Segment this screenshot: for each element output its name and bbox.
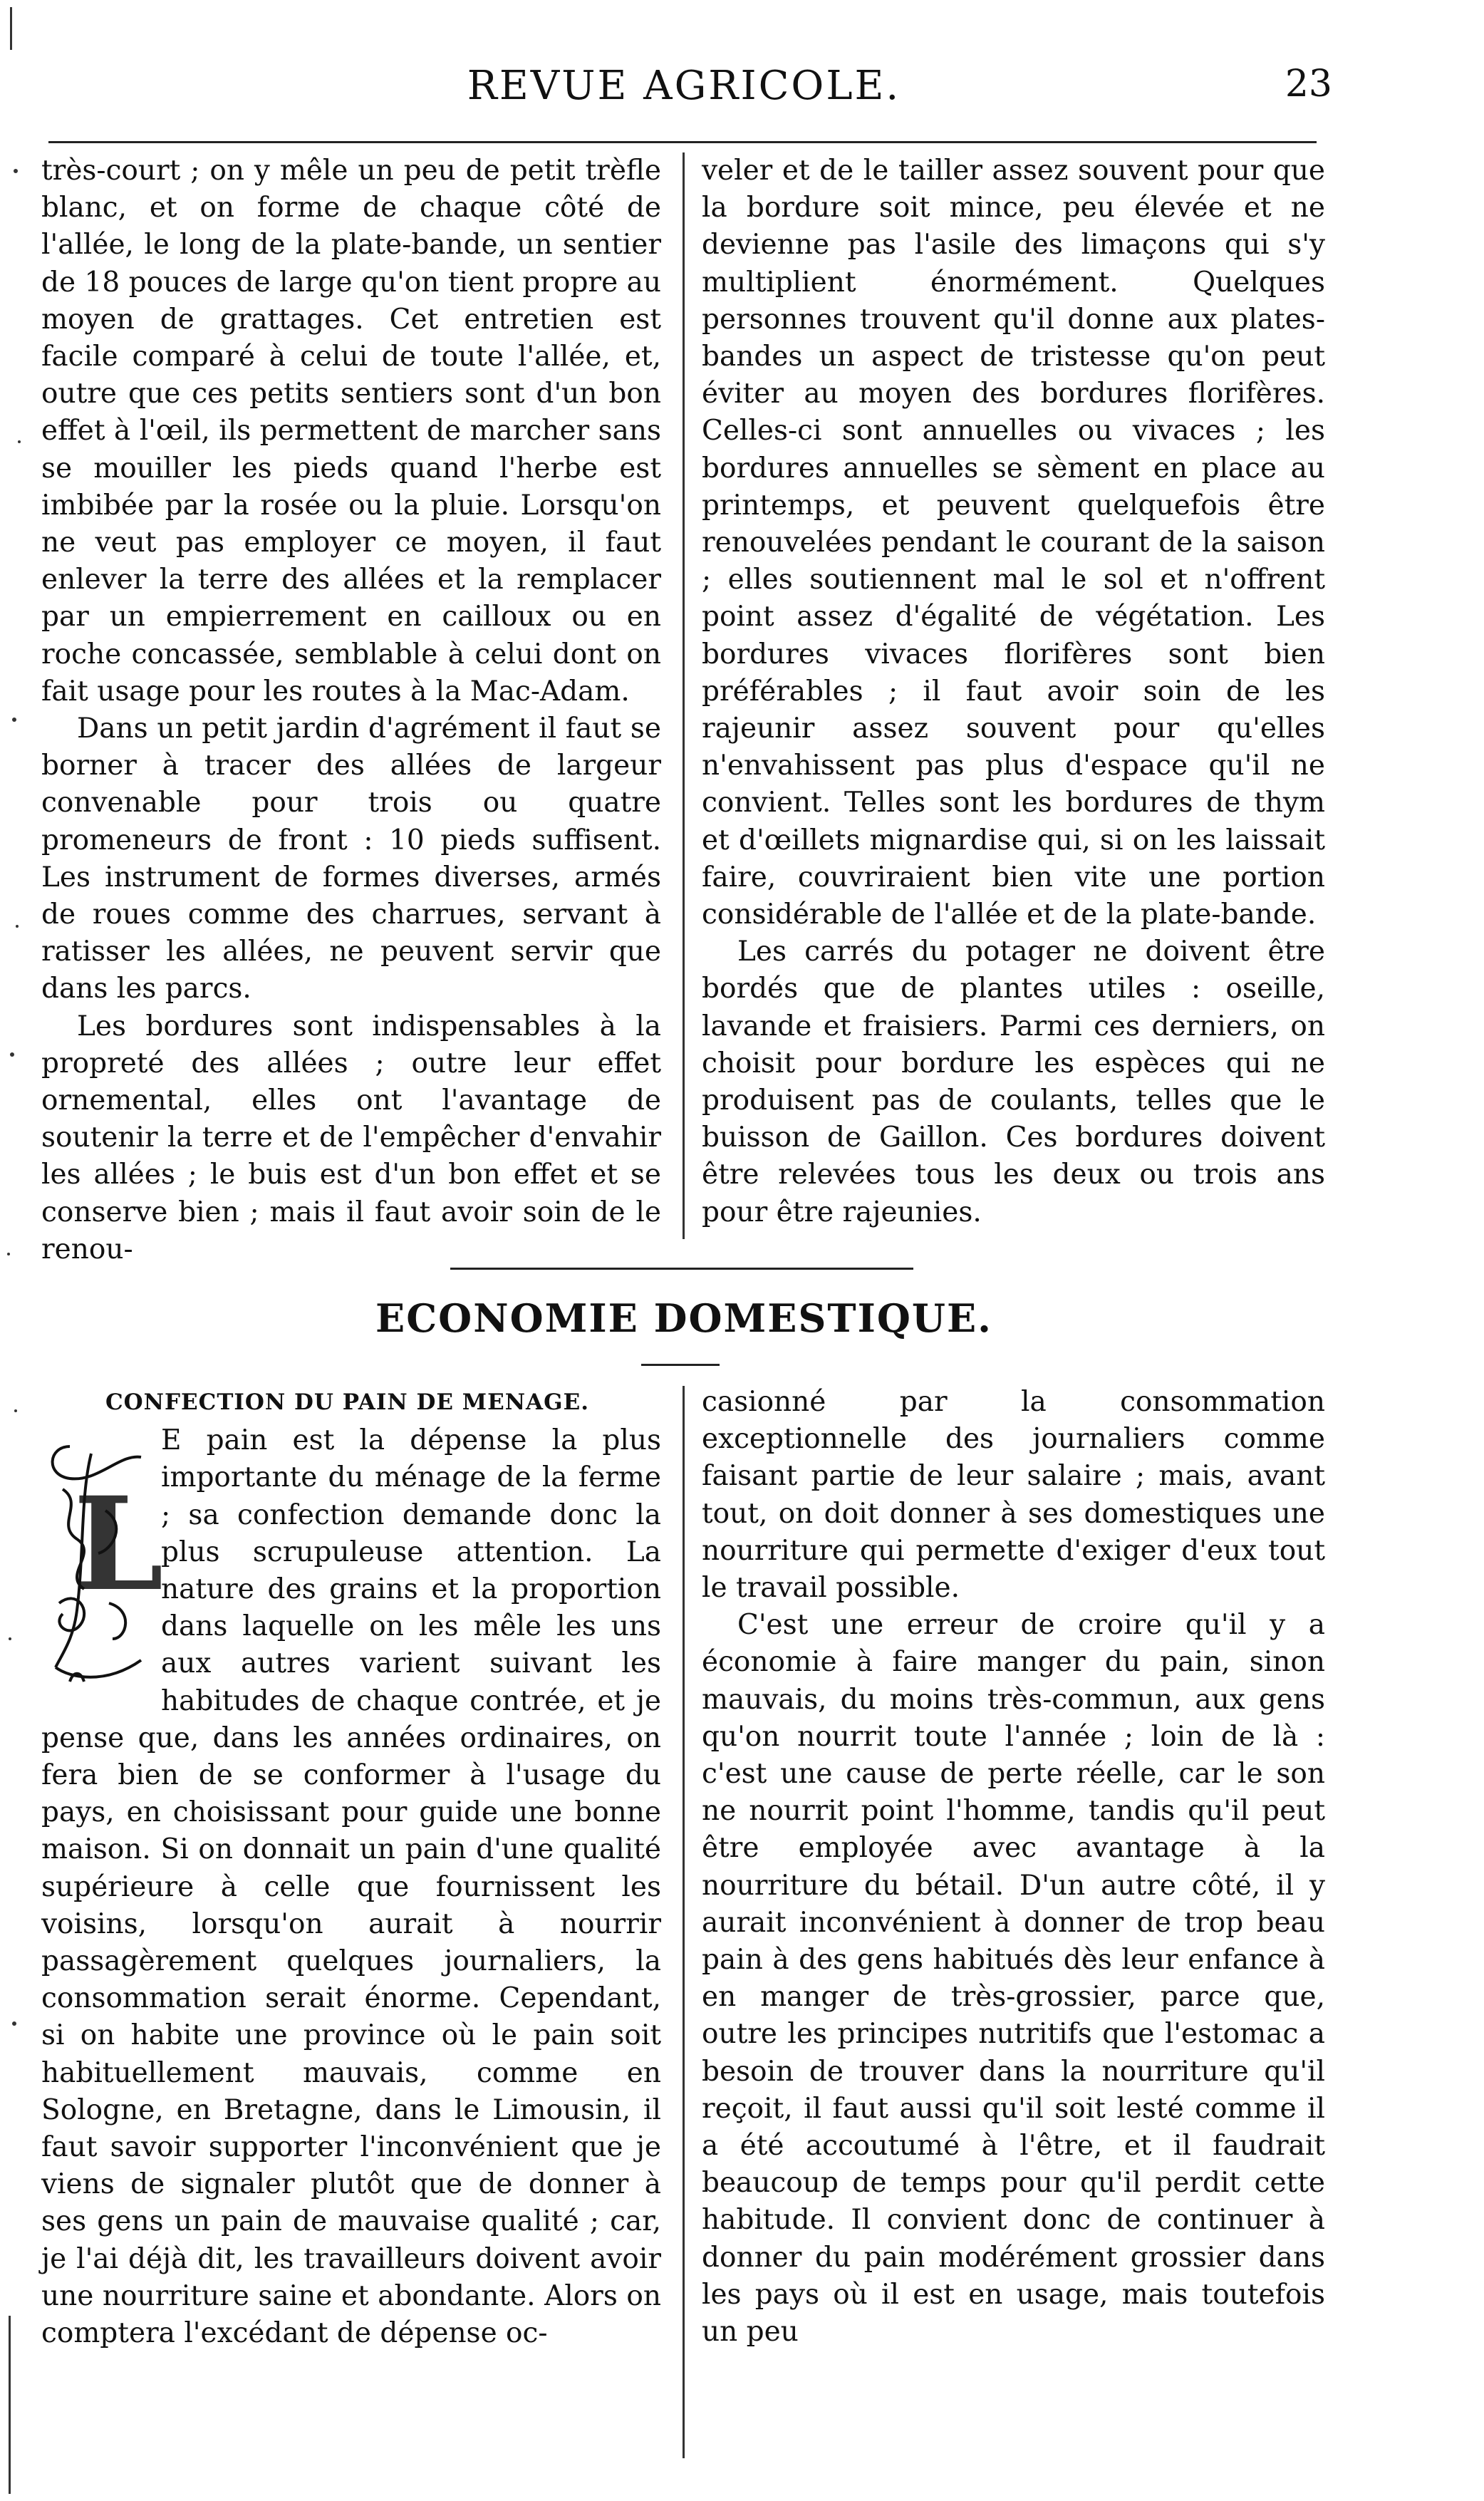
paragraph: casionné par la consommation exceptionnelle des journaliers comme faisant partie de leur salaire ; mais, avant tout, on doit donner à ses domestiques une nourriture qui permette d'exiger d'eux tout le travail possible. <box>702 1386 1325 1605</box>
column-divider-top <box>683 152 685 1239</box>
header-rule <box>48 141 1317 143</box>
page-number: 23 <box>1285 63 1332 105</box>
paragraph: E pain est la dépense la plus importante du ménage de la ferme ; sa confection demande donc la plus scrupuleuse attention. La nature des grains et la proportion dans laquelle on les mêle les uns aux autres varient suivant les habitudes de chaque contrée, et je pense que, dans les années ordinaires, on fera bien de se conformer à l'usage du pays, en choisissant pour guide une bonne maison. Si on donnait un pain d'une qualité supérieure à celle que fournissent les voisins, lorsqu'on aurait à nourrir passagèrement quelques journaliers, la consommation serait énorme. Cependant, si on habite une province où le pain soit habituellement mauvais, comme en Sologne, en Bretagne, dans le Limousin, il faut savoir supporter l'inconvénient que je viens de signaler plutôt que de donner à ses gens un pain de mauvaise qualité ; car, je l'ai déjà dit, les travailleurs doivent avoir une nourriture saine et abondante. Alors on comptera l'excédant de dépense oc- <box>41 1424 661 2350</box>
paragraph: veler et de le tailler assez souvent pour que la bordure soit mince, peu élevée et ne devienne pas l'asile des limaçons qui s'y multiplient énormément. Quelques personnes trouvent qu'il donne aux plates-bandes un aspect de tristesse qu'on peut éviter au moyen des bordures florifères. Celles-ci sont annuelles ou vivaces ; les bordures annuelles se sèment en place au printemps, et peuvent quelquefois être renouvelées pendant le courant de la saison ; elles soutiennent mal le sol et n'offrent point assez d'égalité de végétation. Les bordures vivaces florifères sont bien préférables ; il faut avoir soin de les rajeunir assez souvent pour qu'elles n'envahissent pas plus d'espace qu'il ne convient. Telles sont les bordures de thym et d'œillets mignardise qui, si on les laissait faire, couvriraient bien vite une portion considérable de l'allée et de la plate-bande. <box>702 155 1325 931</box>
section-separator-rule <box>450 1268 913 1270</box>
section-title: ECONOMIE DOMESTIQUE. <box>375 1295 992 1341</box>
paragraph: Dans un petit jardin d'agrément il faut se borner à tracer des allées de largeur convenable pour trois ou quatre promeneurs de front : 10 pieds suffisent. Les instrument de formes diverses, armés de roues comme des charrues, servant à ratisser les allées, ne peuvent servir que dans les parcs. <box>41 713 661 1005</box>
paragraph: très-court ; on y mêle un peu de petit trèfle blanc, et on forme de chaque côté de l'allée, le long de la plate-bande, un sentier de 18 pouces de large qu'on tient propre au moyen de grattages. Cet entretien est facile comparé à celui de toute l'allée, et, outre que ces petits sentiers sont d'un bon effet à l'œil, ils permettent de marcher sans se mouiller les pieds quand l'herbe est imbibée par la rosée ou la pluie. Lorsqu'on ne veut pas employer ce moyen, il faut enlever la terre des allées et la remplacer par un empierrement en cailloux ou en roche concassée, semblable à celui dont on fait usage pour les routes à la Mac-Adam. <box>41 155 661 708</box>
top-left-column <box>41 152 661 1265</box>
article-title: CONFECTION DU PAIN DE MENAGE. <box>105 1389 590 1415</box>
top-right-column <box>702 152 1325 1239</box>
bottom-left-column <box>41 1384 661 2460</box>
bottom-right-column <box>702 1384 1325 2460</box>
column-divider-bottom <box>683 1386 685 2458</box>
paragraph: Les bordures sont indispensables à la propreté des allées ; outre leur effet ornemental, elles ont l'avantage de soutenir la terre et de l'empêcher d'envahir les allées ; le buis est d'un bon effet et se conserve bien ; mais il faut avoir soin de le renou- <box>41 1010 661 1265</box>
decorative-initial-L <box>41 1425 164 1692</box>
paragraph: C'est une erreur de croire qu'il y a économie à faire manger du pain, sinon mauvais, du moins très-commun, aux gens qu'on nourrit toute l'année ; loin de là : c'est une cause de perte réelle, car le son ne nourrit point l'homme, tandis qu'il peut être employée avec avantage à la nourriture du bétail. D'un autre côté, il y aurait inconvénient à donner de trop beau pain à des gens habitués dès leur enfance à en manger de très-grossier, parce que, outre les principes nutritifs que l'estomac a besoin de trouver dans la nourriture qu'il reçoit, il faut aussi qu'il soit lesté comme il a été accoutumé à l'être, et il faudrait beaucoup de temps pour qu'il perdit cette habitude. Il convient donc de continuer à donner du pain modérément grossier dans les pays où il est en usage, mais toutefois un peu <box>702 1609 1325 2349</box>
scan-edge-specks <box>1 0 30 2501</box>
svg-text:L: L <box>73 1469 164 1620</box>
paragraph: Les carrés du potager ne doivent être bordés que de plantes utiles : oseille, lavande et fraisiers. Parmi ces derniers, on choisit pour bordure les espèces qui ne produisent pas de coulants, telles que le buisson de Gaillon. Ces bordures doivent être relevées tous les deux ou trois ans pour être rajeunies. <box>702 936 1325 1228</box>
title-short-rule <box>641 1364 720 1366</box>
running-header <box>43 63 1332 120</box>
running-title: REVUE AGRICOLE. <box>467 63 901 109</box>
